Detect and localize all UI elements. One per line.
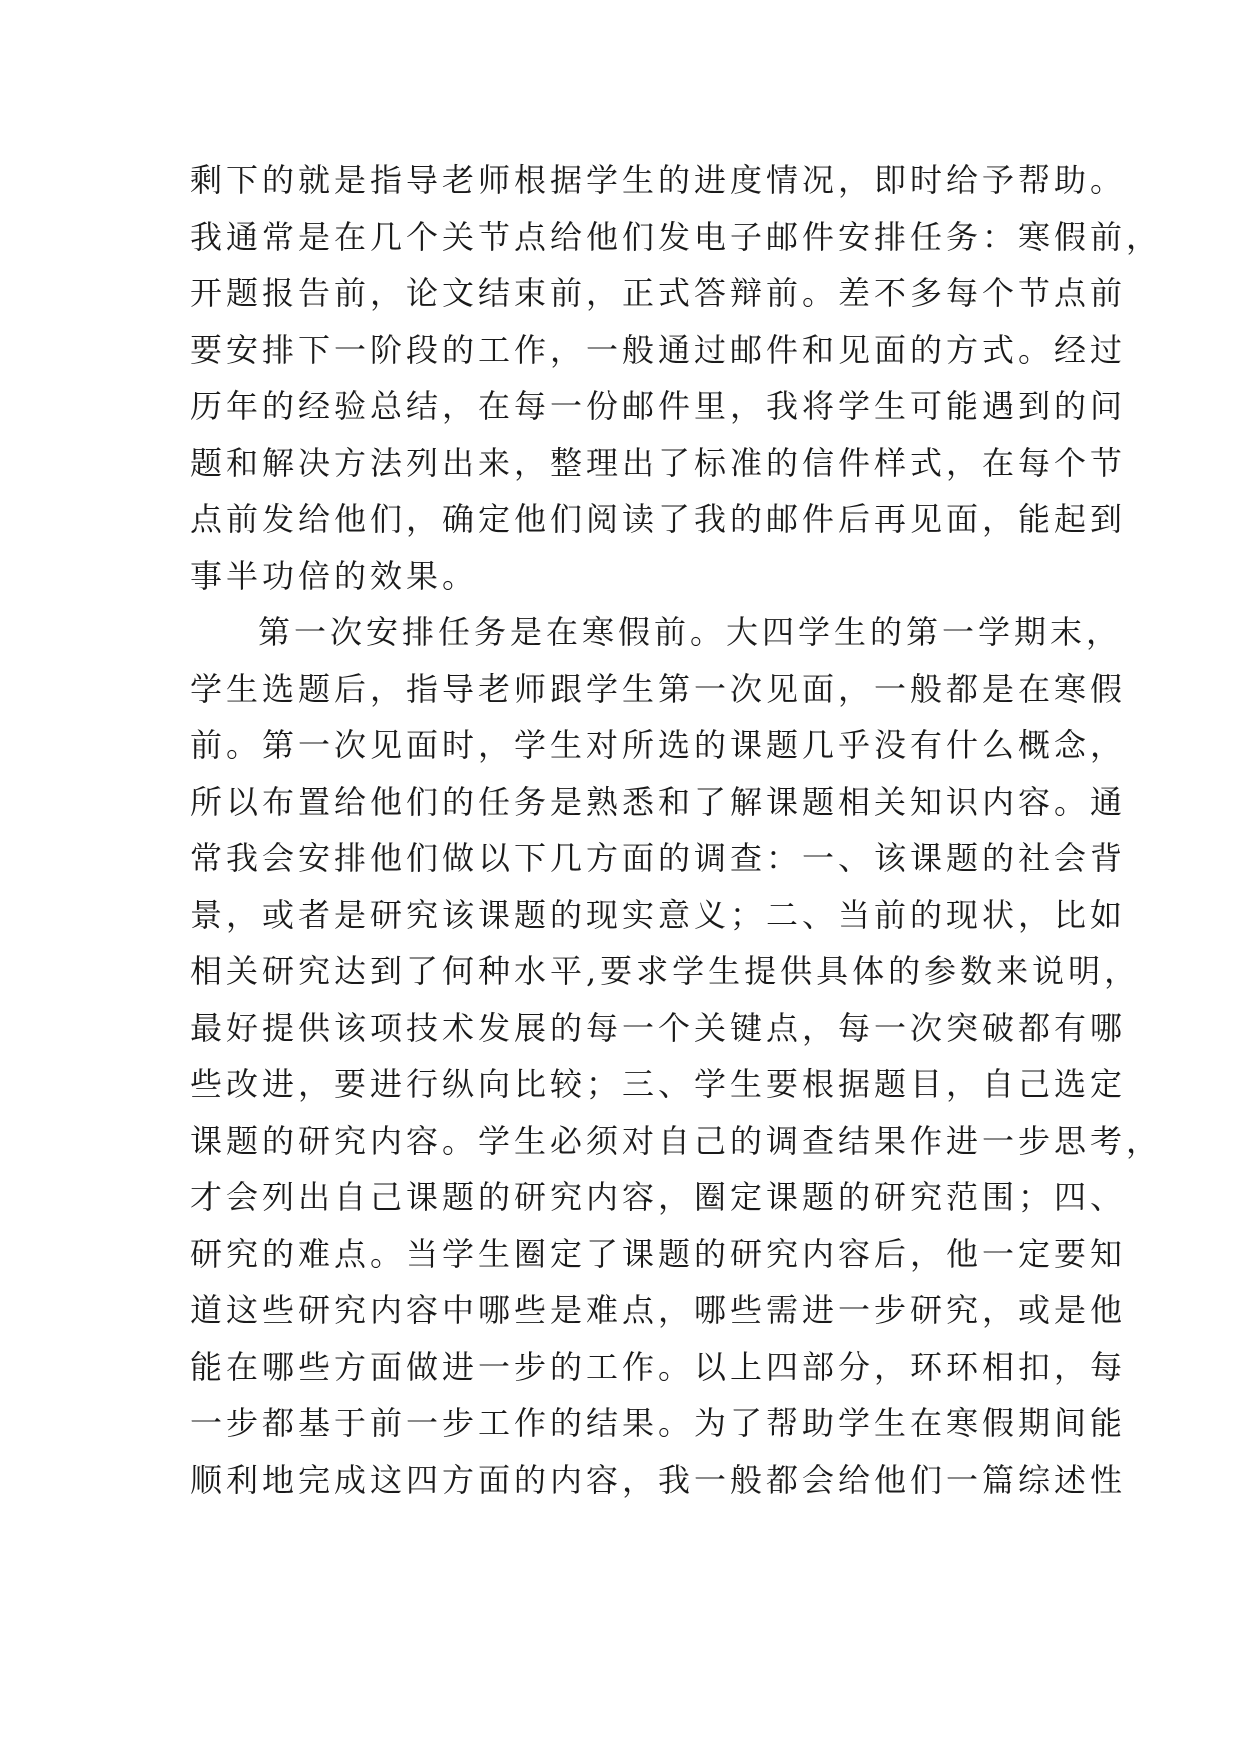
text-line: 学生选题后，指导老师跟学生第一次见面，一般都是在寒假 [190, 669, 1127, 708]
text-line: 事半功倍的效果。 [190, 556, 479, 595]
text-line: 一步都基于前一步工作的结果。为了帮助学生在寒假期间能 [190, 1404, 1127, 1442]
text-line: 所以布置给他们的任务是熟悉和了解课题相关知识内容。通 [190, 782, 1127, 821]
text-line: 开题报告前，论文结束前，正式答辩前。差不多每个节点前 [190, 274, 1127, 312]
text-line: 景，或者是研究该课题的现实意义；二、当前的现状，比如 [190, 895, 1127, 934]
text-line: 顺利地完成这四方面的内容，我一般都会给他们一篇综述性 [190, 1460, 1127, 1499]
text-line: 最好提供该项技术发展的每一个关键点，每一次突破都有哪 [190, 1008, 1127, 1047]
text-line: 相关研究达到了何种水平,要求学生提供具体的参数来说明， [190, 952, 1141, 990]
text-line: 常我会安排他们做以下几方面的调查：一、该课题的社会背 [190, 839, 1127, 877]
text-line: 题和解决方法列出来，整理出了标准的信件样式，在每个节 [190, 443, 1127, 482]
body-text [190, 152, 1163, 1508]
text-line: 才会列出自己课题的研究内容，圈定课题的研究范围；四、 [190, 1178, 1127, 1216]
text-line: 课题的研究内容。学生必须对自己的调查结果作进一步思考， [190, 1121, 1163, 1160]
text-line: 些改进，要进行纵向比较；三、学生要根据题目，自己选定 [190, 1065, 1127, 1103]
text-line: 前。第一次见面时，学生对所选的课题几乎没有什么概念， [190, 726, 1127, 764]
paragraph-first-line: 第一次安排任务是在寒假前。大四学生的第一学期末， [258, 613, 1123, 651]
text-line: 我通常是在几个关节点给他们发电子邮件安排任务：寒假前， [190, 217, 1163, 256]
text-line: 历年的经验总结，在每一份邮件里，我将学生可能遇到的问 [190, 387, 1127, 425]
text-line: 剩下的就是指导老师根据学生的进度情况，即时给予帮助。 [190, 161, 1127, 199]
text-line: 要安排下一阶段的工作，一般通过邮件和见面的方式。经过 [190, 330, 1127, 369]
text-line: 研究的难点。当学生圈定了课题的研究内容后，他一定要知 [190, 1234, 1127, 1273]
text-line: 点前发给他们，确定他们阅读了我的邮件后再见面，能起到 [190, 500, 1127, 538]
text-line: 道这些研究内容中哪些是难点，哪些需进一步研究，或是他 [190, 1291, 1127, 1329]
text-line: 能在哪些方面做进一步的工作。以上四部分，环环相扣，每 [190, 1347, 1127, 1386]
